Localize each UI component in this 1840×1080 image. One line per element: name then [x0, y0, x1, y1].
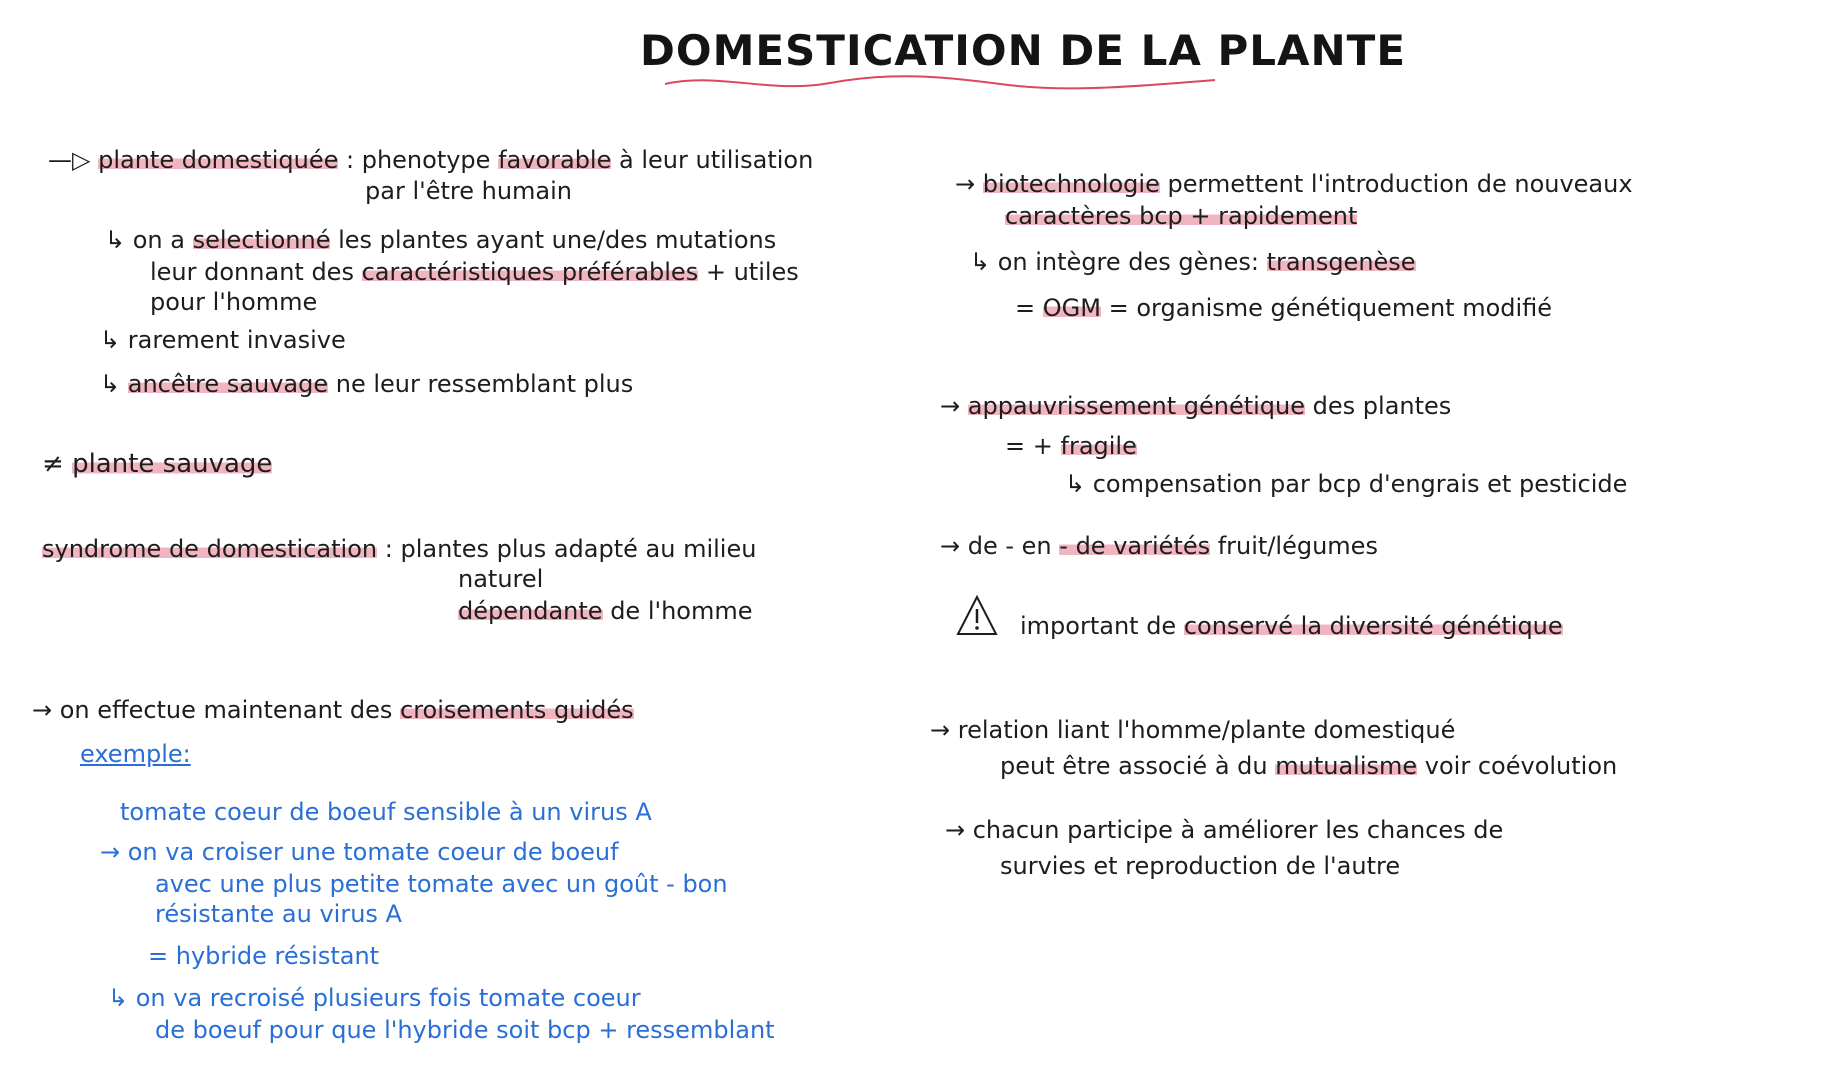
- text: ↳ on a: [105, 226, 185, 254]
- page-title: DOMESTICATION DE LA PLANTE: [640, 26, 1407, 75]
- example-line: avec une plus petite tomate avec un goût - bon: [155, 870, 728, 898]
- note-selection: [105, 226, 776, 254]
- note-syndrome: [42, 535, 756, 563]
- text: fruit/légumes: [1217, 532, 1378, 560]
- text: important de: [1020, 612, 1177, 640]
- text: : phenotype: [346, 146, 491, 174]
- term-caracteristiques: caractéristiques préférables: [361, 258, 699, 286]
- text: = organisme génétiquement modifié: [1108, 294, 1553, 322]
- term-favorable: favorable: [498, 146, 612, 174]
- text: permettent l'introduction de nouveaux: [1167, 170, 1633, 198]
- note-line: pour l'homme: [150, 288, 318, 316]
- note-transgenese: [970, 248, 1416, 276]
- note-plante-domestiquee: [48, 146, 813, 174]
- text: ↳ on intègre des gènes:: [970, 248, 1259, 276]
- term-ancetre-sauvage: ancêtre sauvage: [127, 370, 329, 398]
- text: des plantes: [1312, 392, 1452, 420]
- text: : plantes plus adapté au milieu: [384, 535, 757, 563]
- not-equal-sign: ≠: [42, 449, 64, 479]
- term-appauvrissement-genetique: appauvrissement génétique: [967, 392, 1306, 420]
- text: de l'homme: [610, 597, 753, 625]
- note-chacun: → chacun participe à améliorer les chances de: [945, 816, 1504, 844]
- note-invasive: ↳ rarement invasive: [100, 326, 346, 354]
- term-ogm: OGM: [1042, 294, 1101, 322]
- text: voir coévolution: [1424, 752, 1618, 780]
- text: =: [1015, 294, 1036, 322]
- text: + utiles: [705, 258, 799, 286]
- note-biotechnologie: [955, 170, 1633, 198]
- note-appauvrissement: [940, 392, 1451, 420]
- warning-triangle-icon: [955, 594, 999, 638]
- term-syndrome-domestication: syndrome de domestication: [42, 535, 378, 563]
- text: ↳: [100, 370, 121, 398]
- term-diversite-genetique: conservé la diversité génétique: [1183, 612, 1563, 640]
- note-line: par l'être humain: [365, 177, 572, 205]
- note-mutualisme: [1000, 752, 1617, 780]
- term-caracteres-rapidement: caractères bcp + rapidement: [1005, 202, 1358, 230]
- note-caracteristiques: [150, 258, 799, 286]
- term-plante-domestiquee: plante domestiquée: [98, 146, 339, 174]
- text: à leur utilisation: [619, 146, 814, 174]
- note-relation: → relation liant l'homme/plante domestiqué: [930, 716, 1456, 744]
- note-survies: survies et reproduction de l'autre: [1000, 852, 1401, 880]
- note-line: naturel: [458, 565, 544, 593]
- note-compensation: ↳ compensation par bcp d'engrais et pesticide: [1065, 470, 1628, 498]
- example-line: → on va croiser une tomate coeur de boeuf: [100, 838, 619, 866]
- arrow-icon: →: [955, 170, 976, 198]
- term-selectionne: selectionné: [192, 226, 331, 254]
- term-dependante: dépendante: [458, 597, 603, 625]
- example-line: = hybride résistant: [148, 942, 380, 970]
- term-moins-varietes: - de variétés: [1059, 532, 1211, 560]
- note-plante-sauvage: [42, 450, 272, 478]
- note-dependante: [458, 597, 753, 625]
- text: les plantes ayant une/des mutations: [338, 226, 777, 254]
- note-diversite: [1020, 612, 1563, 640]
- term-fragile: fragile: [1060, 432, 1137, 460]
- term-croisements-guides: croisements guidés: [400, 696, 634, 724]
- note-croisements: [32, 696, 634, 724]
- text: → on effectue maintenant des: [32, 696, 393, 724]
- example-line: tomate coeur de boeuf sensible à un virus A: [120, 798, 652, 826]
- note-caracteres: [1005, 202, 1357, 230]
- term-plante-sauvage: plante sauvage: [72, 449, 273, 479]
- note-varietes: [940, 532, 1378, 560]
- note-ogm: [1015, 294, 1552, 322]
- note-ancetre: [100, 370, 633, 398]
- example-line: de boeuf pour que l'hybride soit bcp + ressemblant: [155, 1016, 775, 1044]
- text: peut être associé à du: [1000, 752, 1268, 780]
- example-label: exemple:: [80, 740, 191, 768]
- text: ne leur ressemblant plus: [335, 370, 634, 398]
- note-fragile: [1005, 432, 1137, 460]
- term-transgenese: transgenèse: [1266, 248, 1416, 276]
- arrow-icon: →: [940, 392, 961, 420]
- example-line: ↳ on va recroisé plusieurs fois tomate coeur: [108, 984, 641, 1012]
- text: = +: [1005, 432, 1053, 460]
- example-line: résistante au virus A: [155, 900, 402, 928]
- title-underline: [660, 74, 1220, 94]
- term-mutualisme: mutualisme: [1275, 752, 1418, 780]
- text: → de - en: [940, 532, 1052, 560]
- text: leur donnant des: [150, 258, 354, 286]
- arrow-icon: —▷: [48, 146, 91, 174]
- term-biotechnologie: biotechnologie: [982, 170, 1160, 198]
